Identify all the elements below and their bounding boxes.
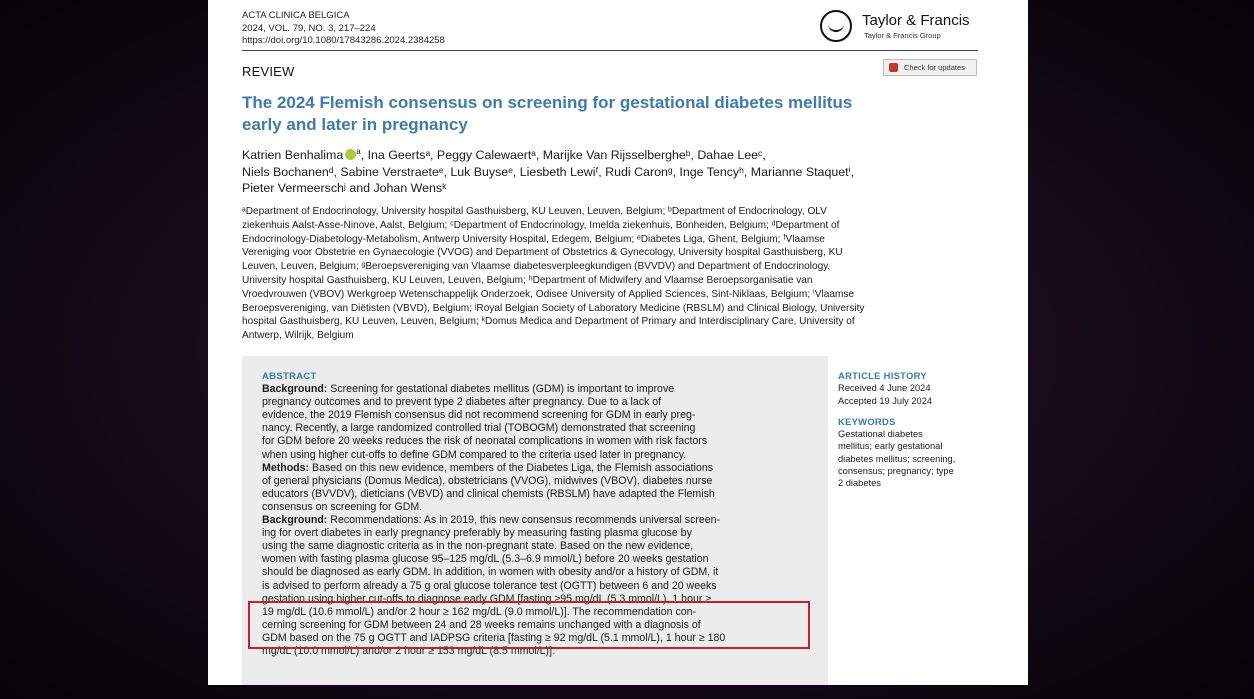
abstract-line: when using higher cut-offs to define GDM compared to the criteria used later in pregnancy.	[262, 448, 687, 461]
abstract-line: pregnancy outcomes and to prevent type 2 diabetes after pregnancy. Due to a lack of	[262, 396, 662, 409]
journal-name: ACTA CLINICA BELGICA	[242, 10, 350, 21]
keyword-line: diabetes mellitus; screening,	[838, 453, 956, 464]
orcid-icon[interactable]	[345, 149, 356, 160]
affiliation-line: Endocrinology-Diabetology-Metabolism, Antwerp University Hospital, Edegem, Belgium; ᵉDiabetes Liga, Ghent, Belgium; ᶠVlaamse	[242, 233, 825, 245]
affiliation-line: Leuven, Leuven, Belgium; ᵍBeroepsvereniging van Vlaamse diabetesverpleegkundigen (BVVDV) and Department of Endocrinology,	[242, 261, 831, 273]
methods-label: Methods:	[262, 461, 310, 474]
abstract-line: evidence, the 2019 Flemish consensus did not recommend screening for GDM in early preg-	[262, 409, 696, 422]
title-line: early and later in pregnancy	[242, 115, 468, 134]
abstract-line: educators (BVVDV), dieticians (VBVD) and clinical chemists (RBSLM) have adapted the Flemish	[262, 487, 715, 500]
abstract-line: mg/dL (10.0 mmol/L) and/or 2 hour ≥ 153 mg/dL (8.5 mmol/L)].	[262, 644, 555, 657]
publisher-emblem-icon	[820, 10, 852, 42]
background-label: Background:	[262, 383, 328, 396]
affiliation-line: University hospital Gasthuisberg, KU Leuven, Leuven, Belgium; ʰDepartment of Midwifery and Vlaamse Beroepsorganisatie van	[242, 274, 813, 286]
abstract-line: of general physicians (Domus Medica), obstetricians (VVOG), midwives (VBOV), diabetes nurse	[262, 474, 713, 487]
header-divider	[242, 50, 978, 51]
affiliation-line: ᵃDepartment of Endocrinology, University hospital Gasthuisberg, KU Leuven, Leuven, Belgium; ᵇDepartment of Endocrinology, OLV	[242, 206, 827, 217]
journal-volume: 2024, VOL. 79, NO. 3, 217–224	[242, 22, 376, 34]
abstract-line	[262, 383, 812, 396]
title-line: The 2024 Flemish consensus on screening for gestational diabetes mellitus	[242, 93, 853, 112]
abstract-line	[262, 514, 812, 527]
affiliation-line: Vereniging voor Obstetrie en Gynaecologie (VVOG) and Department of Obstetrics & Gynecology, University hospital Gasthuisberg, KU	[242, 247, 843, 259]
background-label: Background:	[262, 514, 328, 527]
abstract-line: using the same diagnostic criteria as in the non-pregnant state. Based on the new evidence,	[262, 540, 694, 553]
affiliations	[242, 205, 984, 343]
author-line: Niels Bochanenᵈ, Sabine Verstraeteᵉ, Luk Buyseᵉ, Liesbeth Lewiᶠ, Rudi Caronᵍ, Inge Tencyʰ, Marianne Staquetⁱ,	[242, 164, 855, 179]
check-updates-icon	[889, 63, 898, 72]
publisher-group: Taylor & Francis Group	[864, 31, 941, 40]
keyword-line: Gestational diabetes	[838, 429, 923, 440]
abstract-line: for GDM before 20 weeks reduces the risk of neonatal complications in women with risk factors	[262, 435, 708, 448]
abstract-line: gestation using higher cut-offs to diagnose early GDM [fasting ≥95 mg/dL (5.3 mmol/L), 1 hour ≥	[262, 592, 712, 605]
affiliation-line: Beroepsvereniging, van Diëtisten (VBVD), Belgium; ʲRoyal Belgian Society of Laboratory Medicine (RBSLM) and Clinical Biology, University	[242, 302, 865, 314]
highlight-annotation-box	[248, 601, 810, 649]
section-label: REVIEW	[242, 64, 295, 79]
journal-doi[interactable]: https://doi.org/10.1080/17843286.2024.2384258	[242, 35, 445, 46]
abstract-text: Screening for gestational diabetes mellitus (GDM) is important to improve	[327, 383, 675, 396]
abstract-line	[262, 462, 812, 475]
abstract-line: should be diagnosed as early GDM. In addition, in women with obesity and/or a history of GDM, it	[262, 566, 719, 579]
abstract-line: 19 mg/dL (10.6 mmol/L) and/or 2 hour ≥ 162 mg/dL (9.0 mmol/L)]. The recommendation con-	[262, 605, 697, 618]
abstract-line: ing for overt diabetes in early pregnancy preferably by measuring fasting plasma glucose by	[262, 527, 692, 540]
article-title	[242, 92, 982, 136]
keyword-line: 2 diabetes	[838, 478, 881, 489]
author-line: Pieter Vermeerschʲ and Johan Wensᵏ	[242, 181, 447, 196]
check-updates-button[interactable]	[883, 59, 977, 76]
article-sidebar	[838, 370, 988, 490]
affiliation-line: ziekenhuis Aalst-Asse-Ninove, Aalst, Belgium; ᶜDepartment of Endocrinology, Imelda ziekenhuis, Bonheiden, Belgium; ᵈDepartment of	[242, 219, 840, 231]
affiliation-line: Antwerp, Wilrijk, Belgium	[242, 330, 354, 342]
abstract-text: Based on this new evidence, members of the Diabetes Liga, the Flemish associations	[309, 461, 714, 474]
first-author-sup: a	[356, 147, 361, 156]
article-page	[208, 0, 1028, 685]
affiliation-line: Vroedvrouwen (VBOV) Werkgroep Wetenschappelijk Onderzoek, Odisee University of Applied Sciences, Sint-Niklaas, Belgium; ⁱVlaamse	[242, 288, 855, 300]
keyword-line: mellitus; early gestational	[838, 441, 943, 452]
publisher-name: Taylor & Francis	[862, 12, 970, 29]
author-line	[242, 144, 987, 164]
author-list	[242, 144, 987, 197]
keywords-heading: KEYWORDS	[838, 415, 896, 427]
abstract-heading: ABSTRACT	[262, 371, 317, 382]
journal-info	[242, 10, 445, 48]
abstract-line: women with fasting plasma glucose 95–125 mg/dL (5.3–6.9 mmol/L) before 20 weeks gestation	[262, 553, 709, 566]
keyword-line: consensus; pregnancy; type	[838, 466, 954, 477]
article-history-heading: ARTICLE HISTORY	[838, 370, 927, 381]
abstract-line: nancy. Recently, a large randomized controlled trial (TOBOGM) demonstrated that screening	[262, 422, 696, 435]
abstract-line: cerning screening for GDM between 24 and 28 weeks remains unchanged with a diagnosis of	[262, 618, 701, 631]
abstract-line: is advised to perform already a 75 g oral glucose tolerance test (OGTT) between 6 and 20 weeks	[262, 579, 717, 592]
first-author[interactable]: Katrien Benhalima	[242, 148, 344, 163]
abstract-line: GDM based on the 75 g OGTT and IADPSG criteria [fasting ≥ 92 mg/dL (5.1 mmol/L), 1 hour ≥ 180	[262, 631, 726, 644]
abstract-text: Recommendations: As in 2019, this new consensus recommends universal screen-	[327, 514, 721, 527]
accepted-date: Accepted 19 July 2024	[838, 395, 933, 406]
received-date: Received 4 June 2024	[838, 383, 931, 394]
abstract-line: consensus on screening for GDM.	[262, 500, 423, 513]
affiliation-line: hospital Gasthuisberg, KU Leuven, Leuven, Belgium; ᵏDomus Medica and Department of Primary and Interdisciplinary Care, University of	[242, 316, 855, 328]
author-line-rest: , Ina Geertsᵃ, Peggy Calewaertᵃ, Marijke Van Rijsselbergheᵇ, Dahae Leeᶜ,	[360, 148, 766, 163]
publisher-logo	[820, 10, 980, 46]
check-updates-label: Check for updates	[904, 63, 965, 72]
